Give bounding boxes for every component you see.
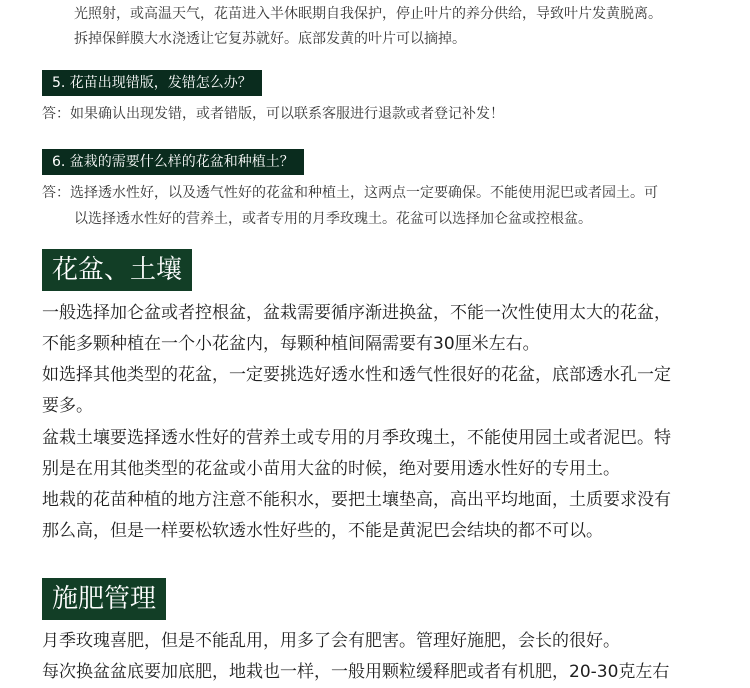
faq-answer-6-line: 以选择透水性好的营养土，或者专用的月季玫瑰土。花盆可以选择加仑盆或控根盆。: [74, 211, 592, 227]
paragraph-line: 月季玫瑰喜肥，但是不能乱用，用多了会有肥害。管理好施肥，会长的很好。: [42, 631, 620, 651]
paragraph-line: 不能多颗种植在一个小花盆内，每颗种植间隔需要有30厘米左右。: [42, 334, 540, 354]
faq-answer-5: 答：如果确认出现发错，或者错版，可以联系客服进行退款或者登记补发！: [42, 106, 504, 122]
paragraph-line: 那么高，但是一样要松软透水性好些的，不能是黄泥巴会结块的都不可以。: [42, 521, 603, 541]
faq-question-6: 6. 盆栽的需要什么样的花盆和种植土？: [42, 149, 304, 175]
intro-text-line: 光照射，或高温天气，花苗进入半休眠期自我保护，停止叶片的养分供给，导致叶片发黄脱离。: [74, 6, 662, 22]
paragraph-line-partial: 每次换盆盆底要加底肥，地栽也一样，一般用颗粒缓释肥或者有机肥，20-30克左右: [42, 662, 670, 682]
section-title-pot-soil: 花盆、土壤: [42, 249, 192, 291]
paragraph-line: 地栽的花苗种植的地方注意不能积水，要把土壤垫高，高出平均地面，土质要求没有: [42, 490, 671, 510]
paragraph-line: 一般选择加仑盆或者控根盆，盆栽需要循序渐进换盆，不能一次性使用太大的花盆，: [42, 303, 671, 323]
faq-answer-6-line: 答：选择透水性好，以及透气性好的花盆和种植土，这两点一定要确保。不能使用泥巴或者园土。可: [42, 185, 658, 201]
paragraph-line: 别是在用其他类型的花盆或小苗用大盆的时候，绝对要用透水性好的专用土。: [42, 459, 620, 479]
faq-question-5: 5. 花苗出现错版，发错怎么办？: [42, 70, 262, 96]
section-title-fertilizer: 施肥管理: [42, 578, 166, 620]
paragraph-line: 如选择其他类型的花盆，一定要挑选好透水性和透气性很好的花盆，底部透水孔一定: [42, 365, 671, 385]
paragraph-line: 要多。: [42, 396, 93, 416]
intro-text-line: 拆掉保鲜膜大水浇透让它复苏就好。底部发黄的叶片可以摘掉。: [74, 31, 466, 47]
paragraph-line: 盆栽土壤要选择透水性好的营养土或专用的月季玫瑰土，不能使用园土或者泥巴。特: [42, 428, 671, 448]
